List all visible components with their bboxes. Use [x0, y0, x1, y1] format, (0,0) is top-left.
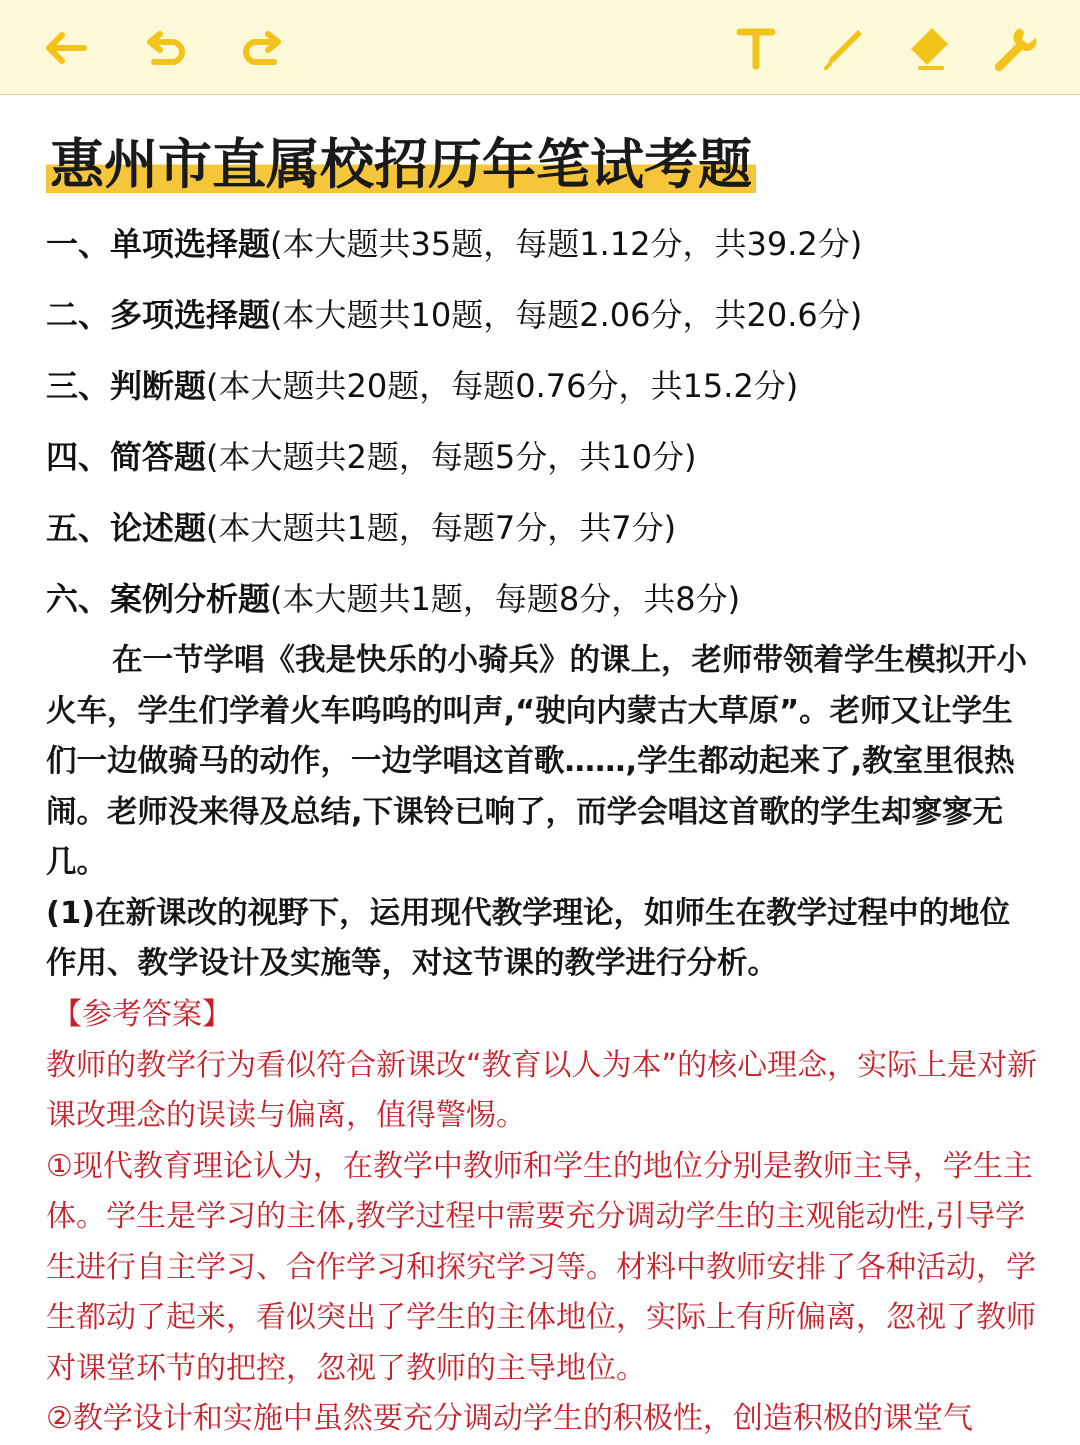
section-heading: 四、简答题 [46, 438, 207, 476]
section-item [46, 289, 1046, 360]
section-item [46, 502, 1046, 573]
wrench-icon[interactable] [982, 18, 1042, 78]
section-heading: 二、多项选择题 [46, 296, 271, 334]
section-detail: (本大题共10题，每题2.06分，共20.6分) [270, 296, 863, 334]
redo-icon[interactable] [232, 18, 292, 78]
answer-paragraph: ②教学设计和实施中虽然要充分调动学生的积极性，创造积极的课堂气 [46, 1401, 973, 1436]
section-detail: (本大题共2题，每题5分，共10分) [206, 438, 697, 476]
section-detail: (本大题共20题，每题0.76分，共15.2分) [206, 367, 799, 405]
text-tool-icon[interactable] [726, 18, 786, 78]
section-detail: (本大题共1题，每题7分，共7分) [206, 509, 677, 547]
reference-answer [46, 990, 1038, 1445]
section-heading: 六、案例分析题 [46, 580, 271, 618]
section-item [46, 431, 1046, 502]
eraser-icon[interactable] [898, 18, 958, 78]
answer-paragraph: ①现代教育理论认为，在教学中教师和学生的地位分别是教师主导，学生主体。学生是学习的主体,教学过程中需要充分调动学生的主观能动性,引导学生进行自主学习、合作学习和探究学习等。材料中教师安排了各种活动，学生都动了起来，看似突出了学生的主体地位，实际上有所偏离，忽视了教师对课堂环节的把控，忽视了教师的主导地位。 [46, 1148, 1036, 1386]
page-title: 惠州市直属校招历年笔试考题 [46, 122, 756, 199]
section-list [46, 218, 1046, 644]
back-arrow-icon[interactable] [36, 18, 96, 78]
section-heading: 一、单项选择题 [46, 225, 271, 263]
undo-icon[interactable] [136, 18, 196, 78]
section-item [46, 360, 1046, 431]
answer-label: 【参考答案】 [52, 997, 232, 1032]
section-item [46, 218, 1046, 289]
section-item [46, 573, 1046, 644]
section-heading: 三、判断题 [46, 367, 207, 405]
section-heading: 五、论述题 [46, 509, 207, 547]
case-study [46, 636, 1038, 990]
case-paragraph: 在一节学唱《我是快乐的小骑兵》的课上，老师带领着学生模拟开小火车，学生们学着火车呜呜的叫声,“驶向内蒙古大草原”。老师又让学生们一边做骑马的动作，一边学唱这首歌……,学生都动起来了,教室里很热闹。老师没来得及总结,下课铃已响了，而学会唱这首歌的学生却寥寥无几。 [46, 643, 1027, 880]
answer-paragraph: 教师的教学行为看似符合新课改“教育以人为本”的核心理念，实际上是对新课改理念的误读与偏离，值得警惕。 [46, 1047, 1038, 1133]
section-detail: (本大题共35题，每题1.12分，共39.2分) [270, 225, 863, 263]
question-text: (1)在新课改的视野下，运用现代教学理论，如师生在教学过程中的地位作用、教学设计及实施等，对这节课的教学进行分析。 [46, 895, 1011, 981]
section-detail: (本大题共1题，每题8分，共8分) [270, 580, 741, 618]
pen-icon[interactable] [814, 18, 874, 78]
toolbar [0, 0, 1080, 95]
